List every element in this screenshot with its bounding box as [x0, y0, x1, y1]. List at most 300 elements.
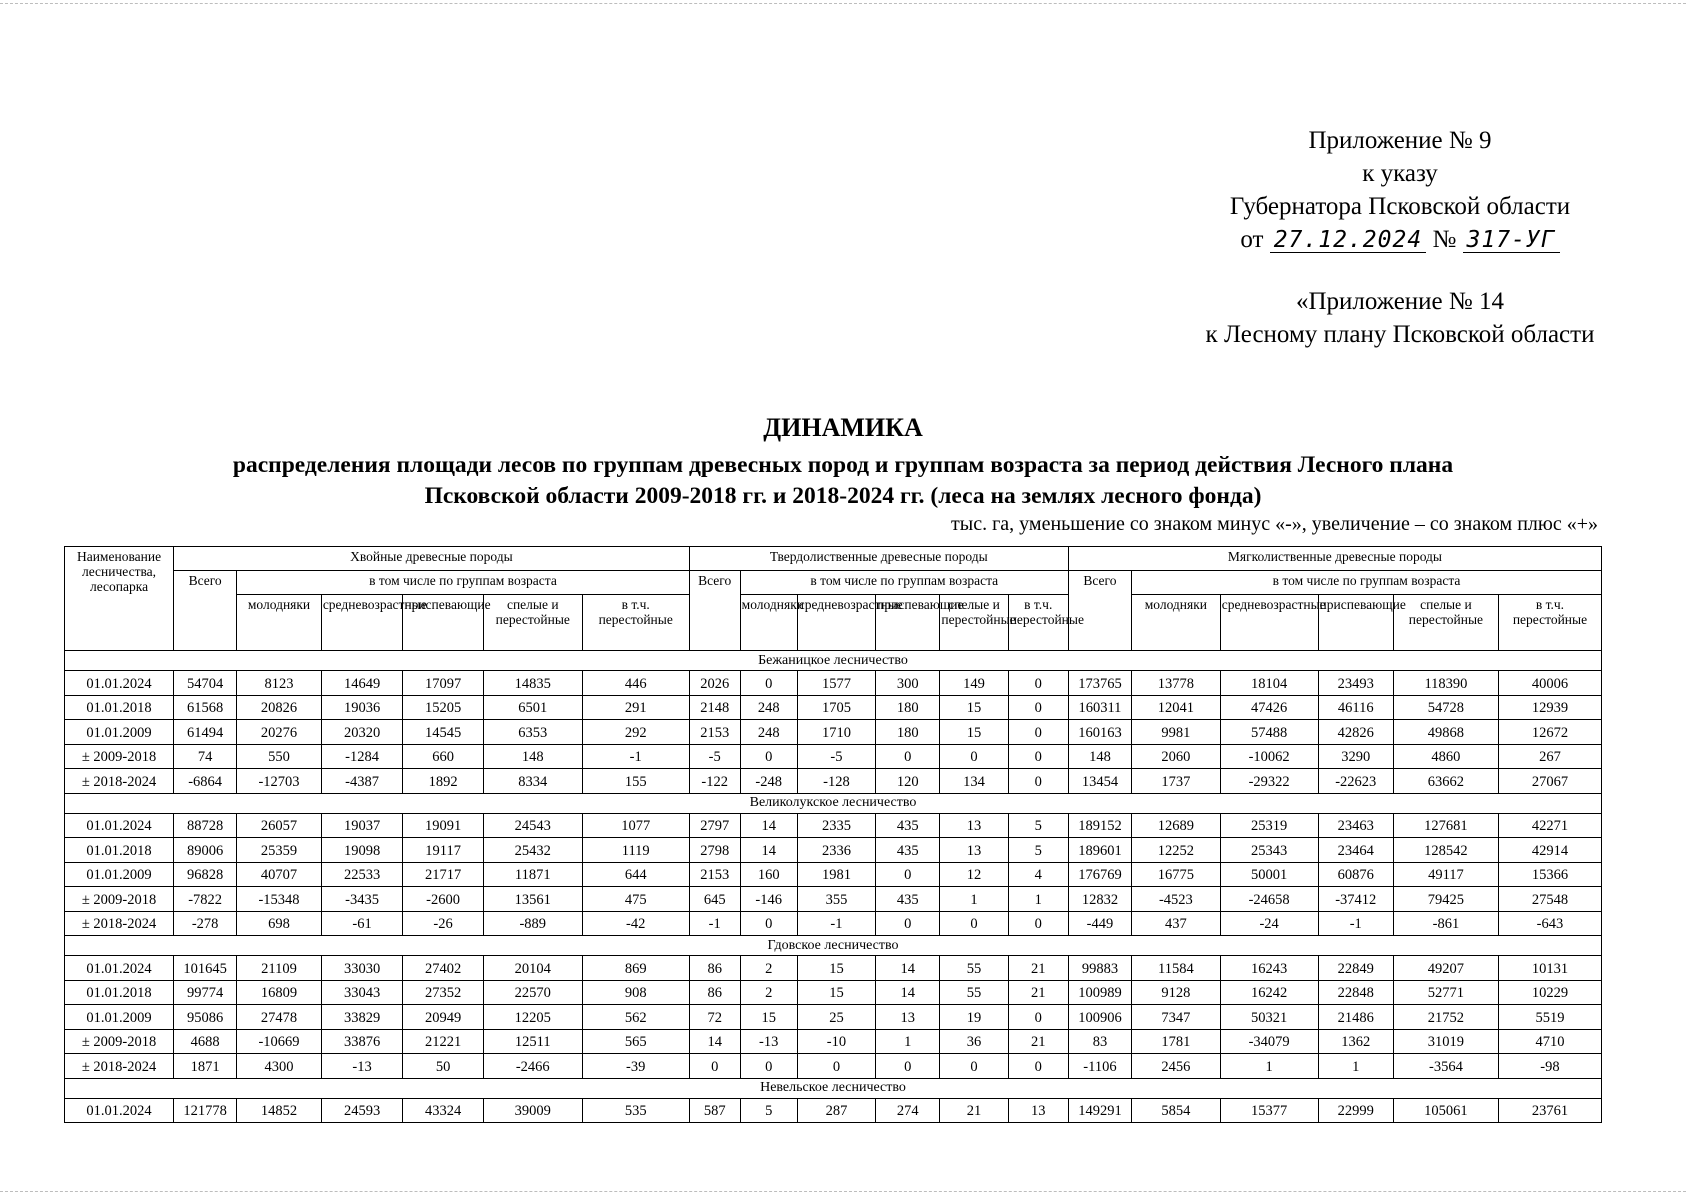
table-cell: 43324 [403, 1098, 484, 1123]
table-cell: 14 [876, 956, 940, 981]
row-label: ± 2018-2024 [65, 1054, 174, 1079]
appendix-date-line [1120, 223, 1680, 256]
table-cell: 12 [940, 862, 1008, 887]
table-cell: 21221 [403, 1029, 484, 1054]
table-cell: 1 [940, 887, 1008, 912]
table-cell: 27548 [1498, 887, 1601, 912]
header-conifer-middle: средневозрастные [321, 595, 403, 651]
row-label: ± 2009-2018 [65, 1029, 174, 1054]
table-cell: 21 [1008, 980, 1068, 1005]
table-cell: 15 [740, 1005, 797, 1030]
table-cell: 2026 [689, 671, 740, 696]
table-row [65, 887, 1602, 912]
table-cell: 96828 [174, 862, 237, 887]
table-cell: 99883 [1068, 956, 1131, 981]
row-label: 01.01.2024 [65, 813, 174, 838]
table-cell: 0 [876, 862, 940, 887]
table-cell: 120 [876, 769, 940, 794]
table-cell: 21752 [1393, 1005, 1498, 1030]
table-row [65, 1054, 1602, 1079]
section-name: Невельское лесничество [65, 1078, 1602, 1098]
table-cell: 12041 [1132, 695, 1221, 720]
table-cell: 8334 [483, 769, 582, 794]
table-cell: 19098 [321, 838, 403, 863]
table-cell: 0 [1008, 911, 1068, 936]
table-cell: 27478 [237, 1005, 322, 1030]
table-cell: 248 [740, 720, 797, 745]
row-label: 01.01.2009 [65, 720, 174, 745]
table-row [65, 813, 1602, 838]
table-cell: 2336 [797, 838, 875, 863]
table-cell: 21717 [403, 862, 484, 887]
table-cell: 27352 [403, 980, 484, 1005]
header-soft-overmature: в т.ч. перестойные [1498, 595, 1601, 651]
table-cell: -5 [797, 744, 875, 769]
table-cell: 49868 [1393, 720, 1498, 745]
table-cell: 19037 [321, 813, 403, 838]
table-cell: 148 [1068, 744, 1131, 769]
table-cell: 19 [940, 1005, 1008, 1030]
table-cell: 189152 [1068, 813, 1131, 838]
table-cell: 14 [876, 980, 940, 1005]
table-cell: 47426 [1220, 695, 1318, 720]
table-cell: 0 [1008, 1005, 1068, 1030]
table-cell: 6353 [483, 720, 582, 745]
header-hard-by-age: в том числе по группам возраста [740, 571, 1068, 595]
table-cell: 15 [940, 720, 1008, 745]
table-cell: -1106 [1068, 1054, 1131, 1079]
table-row [65, 720, 1602, 745]
table-cell: 14 [689, 1029, 740, 1054]
table-cell: 13561 [483, 887, 582, 912]
table-cell: 0 [689, 1054, 740, 1079]
row-label: 01.01.2009 [65, 1005, 174, 1030]
table-cell: 21 [1008, 1029, 1068, 1054]
table-cell: -643 [1498, 911, 1601, 936]
table-cell: 49117 [1393, 862, 1498, 887]
table-cell: -2466 [483, 1054, 582, 1079]
row-label: 01.01.2018 [65, 980, 174, 1005]
table-cell: 118390 [1393, 671, 1498, 696]
table-cell: 1077 [582, 813, 689, 838]
header-group-softwood: Мягколиственные древесные породы [1068, 547, 1601, 571]
table-cell: 33043 [321, 980, 403, 1005]
table-cell: 33030 [321, 956, 403, 981]
table-body [65, 651, 1602, 1123]
table-cell: 698 [237, 911, 322, 936]
table-cell: 22848 [1318, 980, 1393, 1005]
table-cell: 0 [740, 671, 797, 696]
table-cell: 160311 [1068, 695, 1131, 720]
table-cell: -1 [797, 911, 875, 936]
table-cell: 63662 [1393, 769, 1498, 794]
table-cell: 128542 [1393, 838, 1498, 863]
table-cell: -12703 [237, 769, 322, 794]
table-cell: 22533 [321, 862, 403, 887]
table-cell: 42826 [1318, 720, 1393, 745]
table-cell: -24 [1220, 911, 1318, 936]
header-hard-middle: средневозрастные [797, 595, 875, 651]
table-cell: 25319 [1220, 813, 1318, 838]
table-row [65, 980, 1602, 1005]
table-cell: 4688 [174, 1029, 237, 1054]
table-row [65, 744, 1602, 769]
table-cell: 40006 [1498, 671, 1601, 696]
table-cell: 9981 [1132, 720, 1221, 745]
table-cell: -29322 [1220, 769, 1318, 794]
table-cell: 46116 [1318, 695, 1393, 720]
table-cell: 23761 [1498, 1098, 1601, 1123]
table-cell: 20104 [483, 956, 582, 981]
table-cell: 16243 [1220, 956, 1318, 981]
table-cell: 31019 [1393, 1029, 1498, 1054]
header-hard-total: Всего [689, 571, 740, 651]
table-cell: -278 [174, 911, 237, 936]
table-cell: -6864 [174, 769, 237, 794]
header-soft-premature: приспевающие [1318, 595, 1393, 651]
header-group-hardwood: Твердолиственные древесные породы [689, 547, 1068, 571]
table-cell: 0 [940, 1054, 1008, 1079]
table-row [65, 862, 1602, 887]
table-cell: 287 [797, 1098, 875, 1123]
table-cell: 0 [940, 744, 1008, 769]
table-cell: 55 [940, 980, 1008, 1005]
table-cell: 189601 [1068, 838, 1131, 863]
table-cell: 0 [740, 744, 797, 769]
row-label: 01.01.2024 [65, 671, 174, 696]
table-cell: 1705 [797, 695, 875, 720]
section-row [65, 793, 1602, 813]
table-cell: 83 [1068, 1029, 1131, 1054]
table-cell: 4 [1008, 862, 1068, 887]
table-cell: 86 [689, 956, 740, 981]
table-cell: -26 [403, 911, 484, 936]
header-conifer-overmature: в т.ч. перестойные [582, 595, 689, 651]
appendix-forest-plan-block [1120, 285, 1680, 351]
section-name: Гдовское лесничество [65, 936, 1602, 956]
date-prefix: от [1240, 226, 1264, 253]
table-cell: 17097 [403, 671, 484, 696]
table-cell: 15 [797, 956, 875, 981]
table-cell: 550 [237, 744, 322, 769]
table-cell: 22849 [1318, 956, 1393, 981]
table-cell: 2153 [689, 862, 740, 887]
table-cell: -13 [740, 1029, 797, 1054]
table-cell: 13454 [1068, 769, 1131, 794]
table-cell: 160 [740, 862, 797, 887]
table-row [65, 1029, 1602, 1054]
table-cell: 127681 [1393, 813, 1498, 838]
table-cell: -1 [689, 911, 740, 936]
row-label: ± 2018-2024 [65, 769, 174, 794]
table-cell: 12832 [1068, 887, 1131, 912]
table-cell: 12205 [483, 1005, 582, 1030]
table-cell: 134 [940, 769, 1008, 794]
table-cell: 13 [940, 813, 1008, 838]
table-cell: 100989 [1068, 980, 1131, 1005]
table-cell: 22570 [483, 980, 582, 1005]
table-cell: 27402 [403, 956, 484, 981]
table-cell: 25432 [483, 838, 582, 863]
table-cell: -42 [582, 911, 689, 936]
table-cell: 33876 [321, 1029, 403, 1054]
table-cell: 291 [582, 695, 689, 720]
table-cell: 6501 [483, 695, 582, 720]
table-cell: 16242 [1220, 980, 1318, 1005]
table-cell: 180 [876, 720, 940, 745]
table-cell: 149 [940, 671, 1008, 696]
table-cell: 0 [740, 1054, 797, 1079]
table-cell: -248 [740, 769, 797, 794]
table-cell: 21 [1008, 956, 1068, 981]
table-cell: 14835 [483, 671, 582, 696]
table-cell: 15366 [1498, 862, 1601, 887]
table-cell: 33829 [321, 1005, 403, 1030]
table-cell: 355 [797, 887, 875, 912]
table-cell: 1737 [1132, 769, 1221, 794]
table-cell: -1 [582, 744, 689, 769]
table-cell: 14852 [237, 1098, 322, 1123]
number-label: № [1432, 226, 1457, 253]
subtitle-line-2: Псковской области 2009-2018 гг. и 2018-2024 гг. (леса на землях лесного фонда) [424, 483, 1262, 509]
table-cell: 36 [940, 1029, 1008, 1054]
table-cell: 0 [876, 744, 940, 769]
table-cell: 39009 [483, 1098, 582, 1123]
table-cell: 0 [1008, 744, 1068, 769]
appendix-decree-block [1120, 124, 1680, 256]
table-cell: 437 [1132, 911, 1221, 936]
table-cell: 54728 [1393, 695, 1498, 720]
units-note: тыс. га, уменьшение со знаком минус «-», увеличение – со знаком плюс «+» [951, 513, 1598, 535]
table-row [65, 838, 1602, 863]
table-cell: -128 [797, 769, 875, 794]
header-conifer-premature: приспевающие [403, 595, 484, 651]
section-row [65, 1078, 1602, 1098]
forest-dynamics-table [64, 546, 1602, 1123]
table-cell: 4860 [1393, 744, 1498, 769]
table-cell: 475 [582, 887, 689, 912]
table-cell: 2456 [1132, 1054, 1221, 1079]
table-cell: 13 [876, 1005, 940, 1030]
table-cell: 21486 [1318, 1005, 1393, 1030]
table-cell: 2148 [689, 695, 740, 720]
table-cell: 14 [740, 813, 797, 838]
table-cell: 16775 [1132, 862, 1221, 887]
table-cell: 12939 [1498, 695, 1601, 720]
row-label: 01.01.2018 [65, 838, 174, 863]
table-row [65, 1098, 1602, 1123]
table-cell: 5854 [1132, 1098, 1221, 1123]
table-cell: 21109 [237, 956, 322, 981]
table-cell: 79425 [1393, 887, 1498, 912]
row-label: 01.01.2018 [65, 695, 174, 720]
header-group-conifer: Хвойные древесные породы [174, 547, 690, 571]
table-cell: 20949 [403, 1005, 484, 1030]
table-cell: 95086 [174, 1005, 237, 1030]
table-cell: 1981 [797, 862, 875, 887]
row-label: ± 2009-2018 [65, 744, 174, 769]
table-cell: 1 [1008, 887, 1068, 912]
table-cell: 565 [582, 1029, 689, 1054]
table-cell: 14649 [321, 671, 403, 696]
table-cell: 644 [582, 862, 689, 887]
table-cell: 1577 [797, 671, 875, 696]
table-cell: 5 [740, 1098, 797, 1123]
table-cell: 869 [582, 956, 689, 981]
table-cell: 23463 [1318, 813, 1393, 838]
table-cell: 8123 [237, 671, 322, 696]
table-cell: 180 [876, 695, 940, 720]
table-cell: 50321 [1220, 1005, 1318, 1030]
row-label: 01.01.2024 [65, 956, 174, 981]
table-cell: 0 [876, 911, 940, 936]
table-cell: 11584 [1132, 956, 1221, 981]
header-conifer-young: молодняки [237, 595, 322, 651]
table-cell: 42271 [1498, 813, 1601, 838]
table-cell: -146 [740, 887, 797, 912]
table-cell: 0 [876, 1054, 940, 1079]
table-cell: 20276 [237, 720, 322, 745]
table-cell: 160163 [1068, 720, 1131, 745]
table-cell: 10229 [1498, 980, 1601, 1005]
table-cell: 25343 [1220, 838, 1318, 863]
table-cell: 173765 [1068, 671, 1131, 696]
table-cell: 1892 [403, 769, 484, 794]
table-cell: -1284 [321, 744, 403, 769]
section-row [65, 936, 1602, 956]
table-cell: 587 [689, 1098, 740, 1123]
table-cell: 14 [740, 838, 797, 863]
table-cell: 176769 [1068, 862, 1131, 887]
table-cell: -98 [1498, 1054, 1601, 1079]
table-cell: 21 [940, 1098, 1008, 1123]
table-cell: 2153 [689, 720, 740, 745]
table-cell: 292 [582, 720, 689, 745]
table-cell: 19117 [403, 838, 484, 863]
document-title: ДИНАМИКА [763, 413, 923, 442]
table-cell: 149291 [1068, 1098, 1131, 1123]
table-cell: 100906 [1068, 1005, 1131, 1030]
table-cell: 12511 [483, 1029, 582, 1054]
table-row [65, 769, 1602, 794]
table-cell: 12672 [1498, 720, 1601, 745]
table-cell: -122 [689, 769, 740, 794]
table-cell: 14545 [403, 720, 484, 745]
header-hard-young: молодняки [740, 595, 797, 651]
table-cell: 1 [1318, 1054, 1393, 1079]
table-cell: 23464 [1318, 838, 1393, 863]
table-cell: 13778 [1132, 671, 1221, 696]
table-cell: -3435 [321, 887, 403, 912]
appendix-plan-title: к Лесному плану Псковской области [1205, 321, 1595, 348]
table-cell: 15 [940, 695, 1008, 720]
section-name: Бежаницкое лесничество [65, 651, 1602, 671]
subtitle-line-1: распределения площади лесов по группам древесных пород и группам возраста за период действия Лесного плана [232, 452, 1454, 478]
table-cell: 50001 [1220, 862, 1318, 887]
table-cell: 1362 [1318, 1029, 1393, 1054]
table-cell: 0 [1008, 1054, 1068, 1079]
table-cell: 300 [876, 671, 940, 696]
table-cell: -3564 [1393, 1054, 1498, 1079]
table-cell: 435 [876, 838, 940, 863]
table-cell: 19036 [321, 695, 403, 720]
table-cell: 12252 [1132, 838, 1221, 863]
table-cell: 40707 [237, 862, 322, 887]
header-soft-by-age: в том числе по группам возраста [1132, 571, 1602, 595]
table-cell: 267 [1498, 744, 1601, 769]
table-cell: 2797 [689, 813, 740, 838]
table-cell: -24658 [1220, 887, 1318, 912]
table-cell: 1710 [797, 720, 875, 745]
table-cell: 101645 [174, 956, 237, 981]
table-cell: -22623 [1318, 769, 1393, 794]
row-label: 01.01.2009 [65, 862, 174, 887]
table-cell: 0 [1008, 671, 1068, 696]
table-cell: 105061 [1393, 1098, 1498, 1123]
table-cell: 4710 [1498, 1029, 1601, 1054]
table-cell: 13 [940, 838, 1008, 863]
table-cell: -4523 [1132, 887, 1221, 912]
table-cell: 13 [1008, 1098, 1068, 1123]
decree-date: 27.12.2024 [1270, 228, 1426, 253]
appendix-governor: Губернатора Псковской области [1229, 193, 1571, 220]
section-row [65, 651, 1602, 671]
document-subtitle [80, 450, 1606, 512]
table-cell: 55 [940, 956, 1008, 981]
table-cell: 15377 [1220, 1098, 1318, 1123]
table-cell: 2060 [1132, 744, 1221, 769]
appendix-to-decree: к указу [1362, 160, 1438, 187]
table-cell: 908 [582, 980, 689, 1005]
table-cell: 15205 [403, 695, 484, 720]
table-cell: 50 [403, 1054, 484, 1079]
table-cell: 42914 [1498, 838, 1601, 863]
table-cell: -861 [1393, 911, 1498, 936]
table-cell: 0 [1008, 695, 1068, 720]
table-cell: -10 [797, 1029, 875, 1054]
table-cell: 54704 [174, 671, 237, 696]
header-hard-mature: спелые и перестойные [940, 595, 1008, 651]
table-cell: 52771 [1393, 980, 1498, 1005]
table-cell: 20826 [237, 695, 322, 720]
table-cell: 16809 [237, 980, 322, 1005]
header-soft-total: Всего [1068, 571, 1131, 651]
table-cell: 5519 [1498, 1005, 1601, 1030]
table-cell: 19091 [403, 813, 484, 838]
header-soft-middle: средневозрастные [1220, 595, 1318, 651]
table-cell: 2 [740, 980, 797, 1005]
table-cell: -5 [689, 744, 740, 769]
table-cell: 11871 [483, 862, 582, 887]
table-cell: 562 [582, 1005, 689, 1030]
header-name-col: Наименование лесничества, лесопарка [65, 547, 174, 651]
table-cell: 24593 [321, 1098, 403, 1123]
table-cell: -889 [483, 911, 582, 936]
table-cell: 1119 [582, 838, 689, 863]
header-conifer-total: Всего [174, 571, 237, 651]
row-label: 01.01.2024 [65, 1098, 174, 1123]
table-cell: 99774 [174, 980, 237, 1005]
table-row [65, 911, 1602, 936]
table-cell: 0 [1008, 769, 1068, 794]
table-cell: -2600 [403, 887, 484, 912]
table-cell: 72 [689, 1005, 740, 1030]
table-cell: -4387 [321, 769, 403, 794]
table-cell: 148 [483, 744, 582, 769]
table-cell: 435 [876, 813, 940, 838]
table-cell: 60876 [1318, 862, 1393, 887]
table-cell: 248 [740, 695, 797, 720]
